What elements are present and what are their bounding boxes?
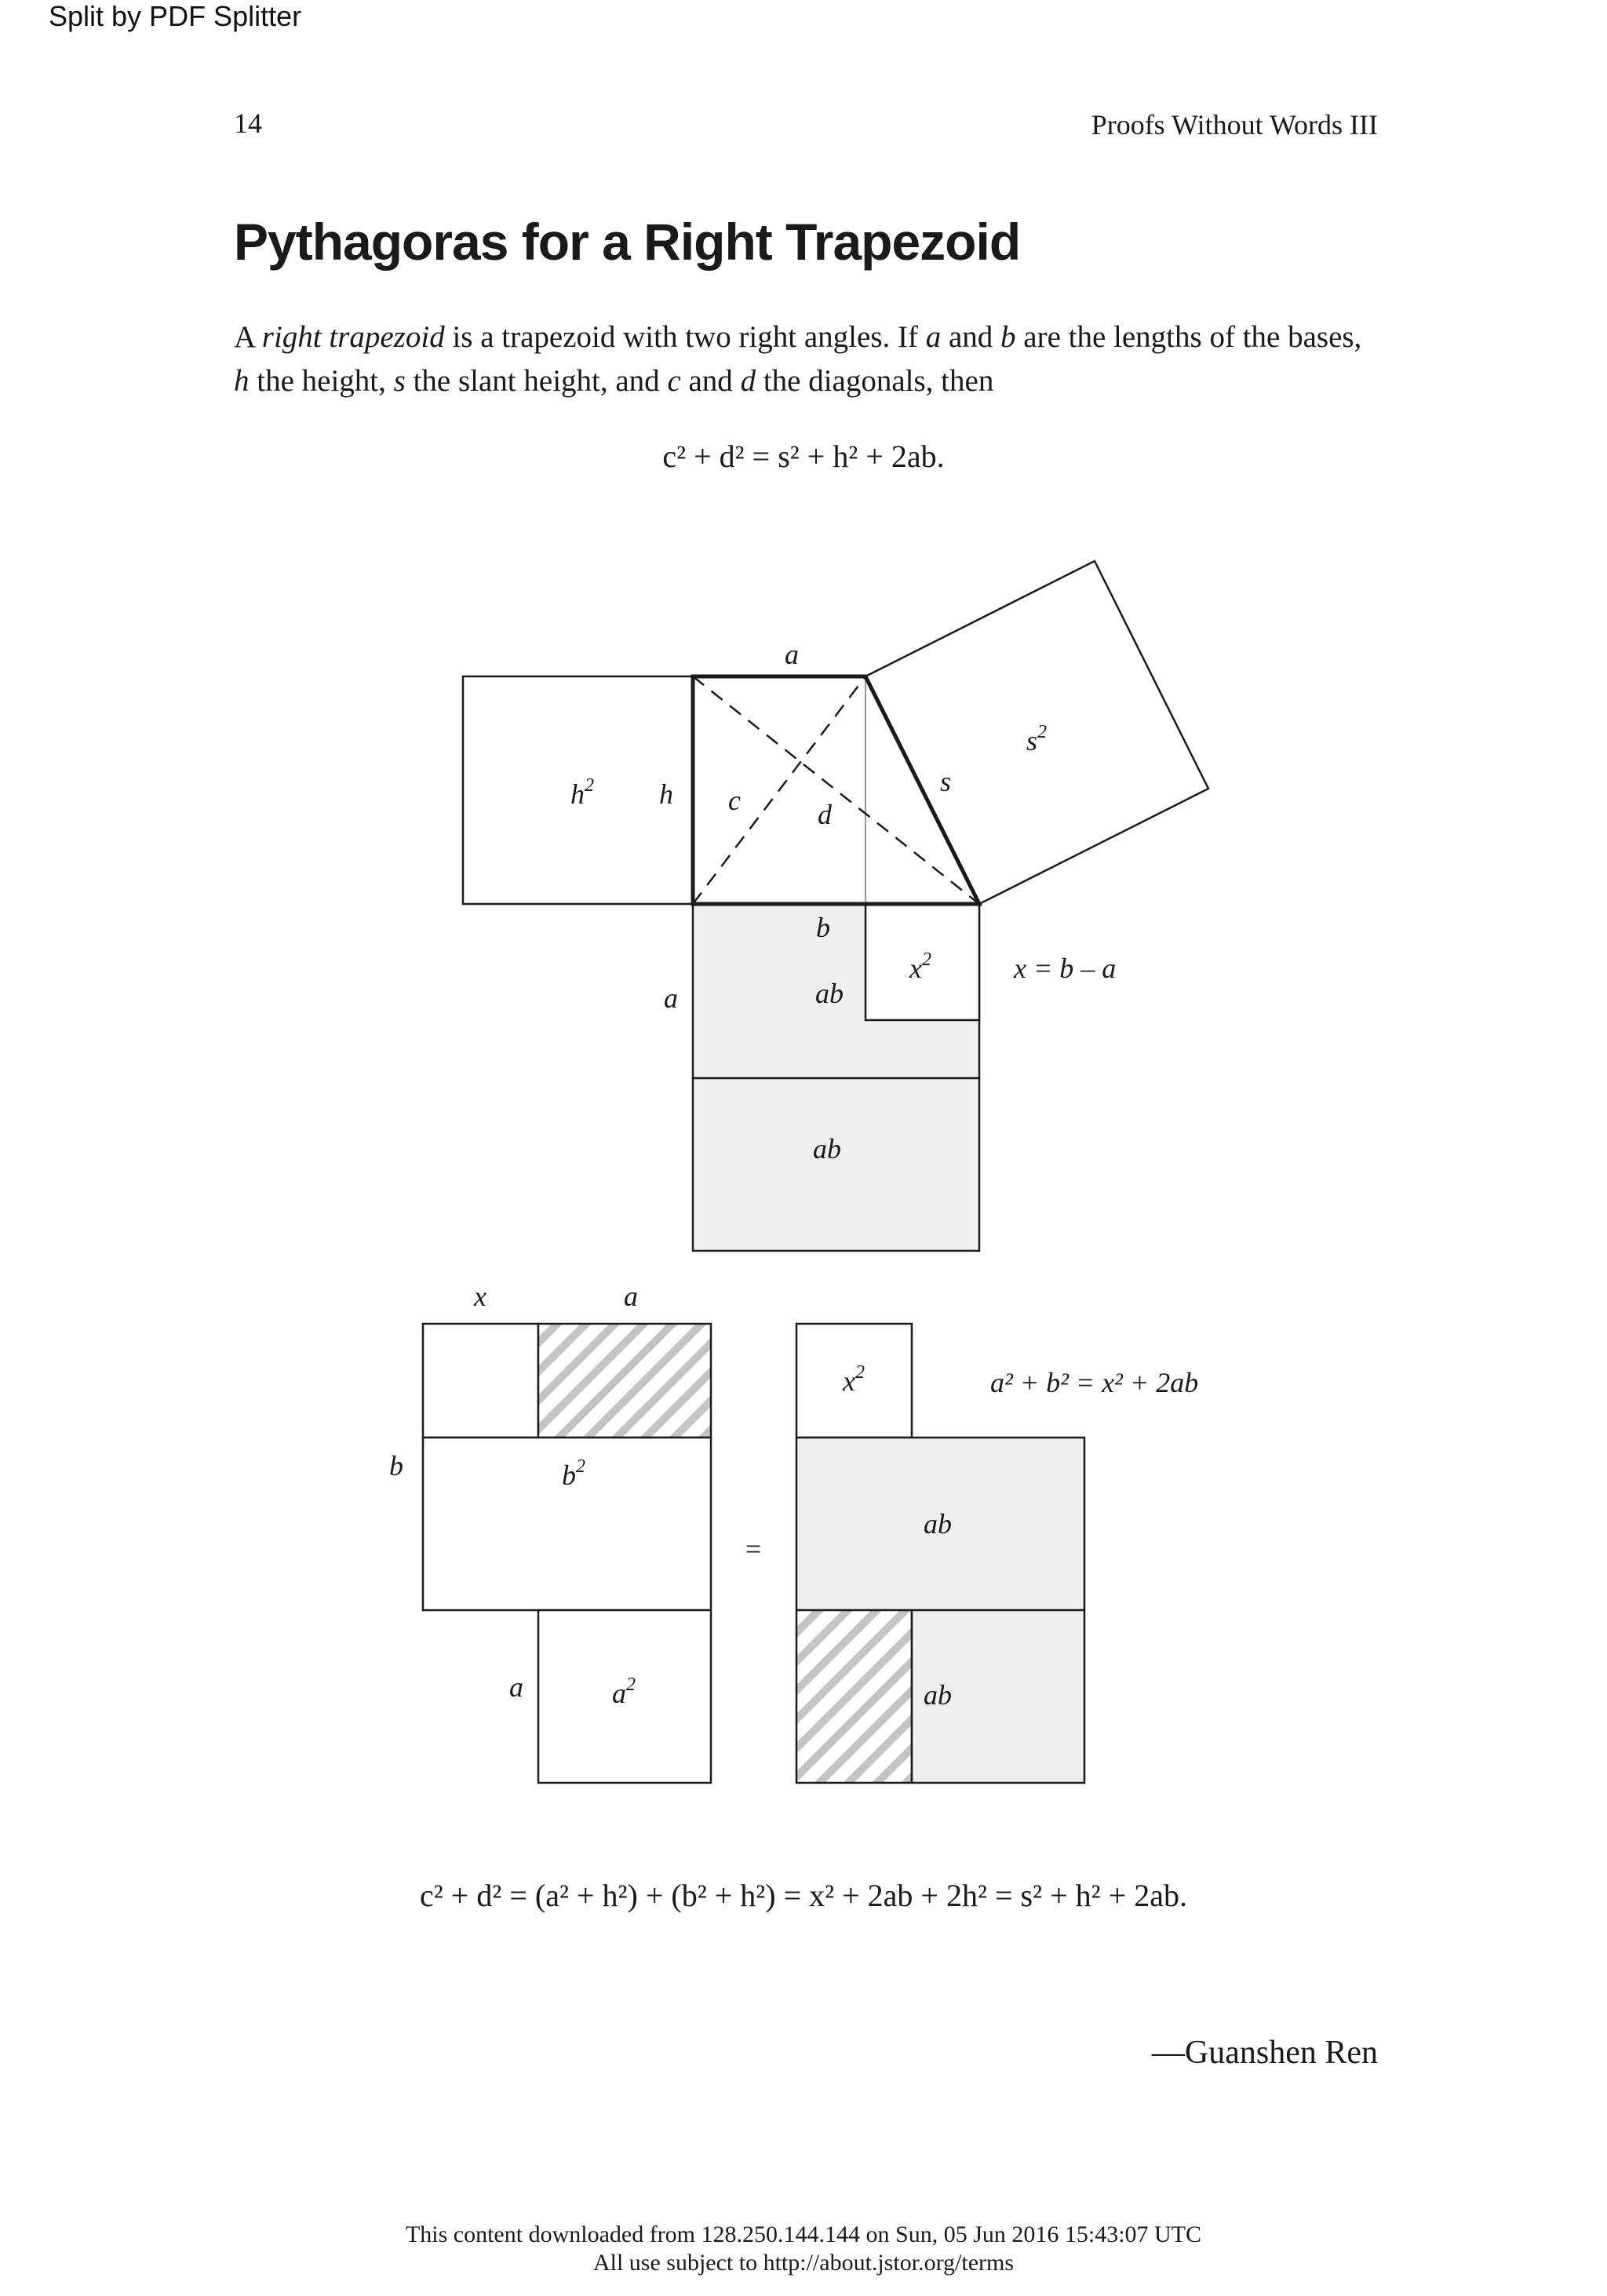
label-ab-right-bottom: ab bbox=[924, 1679, 952, 1711]
final-equation: c² + d² = (a² + h²) + (b² + h²) = x² + 2ab + 2h² = s² + h² + 2ab. bbox=[420, 1878, 1187, 1913]
hatched-square-right bbox=[796, 1610, 912, 1783]
label-x-squared: $x^2$ bbox=[909, 949, 931, 984]
hatched-square-left bbox=[538, 1324, 711, 1438]
label-a-side: a bbox=[509, 1671, 523, 1703]
label-h-squared: $h^2$ bbox=[570, 775, 594, 810]
jstor-footer bbox=[0, 2221, 1607, 2277]
label-s-squared: $s^2$ bbox=[1026, 722, 1048, 756]
label-b-side: b bbox=[389, 1450, 403, 1481]
page-number: 14 bbox=[234, 108, 262, 139]
author-signature: —Guanshen Ren bbox=[1151, 2035, 1378, 2071]
label-ab-upper: ab bbox=[815, 978, 844, 1009]
label-s: s bbox=[939, 766, 952, 797]
running-head: Proofs Without Words III bbox=[1091, 109, 1378, 140]
label-b: b bbox=[816, 912, 830, 943]
article-title: Pythagoras for a Right Trapezoid bbox=[234, 213, 1021, 271]
label-ab-lower: ab bbox=[813, 1133, 841, 1164]
label-ab-right-top: ab bbox=[924, 1508, 952, 1540]
pdf-splitter-watermark: Split by PDF Splitter bbox=[49, 0, 302, 32]
diagonal-c bbox=[693, 676, 865, 904]
figure-left-decomposition bbox=[423, 1324, 711, 1783]
label-x-definition: x = b – a bbox=[1014, 953, 1117, 984]
footer-download-line: This content downloaded from 128.250.144.144 on Sun, 05 Jun 2016 15:43:07 UTC bbox=[405, 2221, 1202, 2247]
square-x-left bbox=[423, 1324, 538, 1438]
label-a-left: a bbox=[664, 982, 678, 1014]
label-c: c bbox=[728, 785, 741, 816]
intro-paragraph: A right trapezoid is a trapezoid with two right angles. If a and b are the lengths of the bases, h the height, s the slant height, and c and d the diagonals, then bbox=[234, 320, 1362, 398]
main-equation: c² + d² = s² + h² + 2ab. bbox=[662, 439, 945, 474]
term-right-trapezoid: right trapezoid bbox=[261, 320, 445, 354]
label-a-top-left: a bbox=[624, 1281, 638, 1312]
footer-terms-line: All use subject to http://about.jstor.org/terms bbox=[592, 2250, 1015, 2276]
label-b-squared: $b^2$ bbox=[562, 1456, 585, 1491]
label-x-squared-right: $x^2$ bbox=[843, 1362, 865, 1397]
label-d: d bbox=[818, 799, 832, 830]
label-a-squared: $a^2$ bbox=[612, 1675, 636, 1709]
identity-equation: a² + b² = x² + 2ab bbox=[990, 1367, 1199, 1398]
equals-sign: = bbox=[745, 1533, 762, 1565]
rect-ab-lower bbox=[693, 1078, 979, 1251]
label-h: h bbox=[659, 778, 673, 810]
label-x-top: x bbox=[474, 1281, 486, 1312]
label-a-top: a bbox=[785, 639, 799, 670]
